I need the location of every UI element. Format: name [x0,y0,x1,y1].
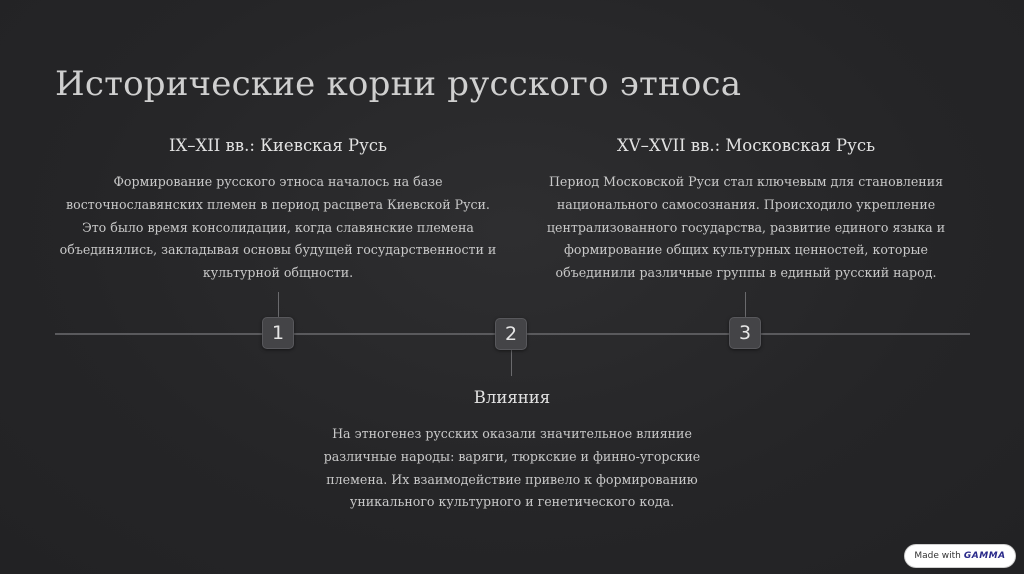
timeline-connector [511,350,512,376]
page-title: Исторические корни русского этноса [55,64,742,104]
timeline-item-heading: XV–XVII вв.: Московская Русь [616,136,876,155]
gamma-logo: GAMMA [963,551,1006,561]
timeline-item-3 [532,136,960,285]
timeline-marker-1: 1 [262,317,294,349]
badge-prefix: Made with [914,551,961,561]
timeline-item-heading: Влияния [473,388,551,407]
timeline-item-text: На этногенез русских оказали значительное влияние различные народы: варяги, тюркские и финно-угорские племена. Их взаимодействие привело к формированию уникального культурного и генетического кода. [323,426,701,510]
made-with-gamma-badge[interactable] [905,545,1015,567]
timeline-marker-3: 3 [729,317,761,349]
timeline-item-2 [300,388,724,514]
timeline-item-heading: IX–XII вв.: Киевская Русь [168,136,388,155]
timeline-item-text: Формирование русского этноса началось на базе восточнославянских племен в период расцвета Киевской Руси. Это было время консолидации, когда славянские племена объединялись, закладывая основы будущей государственности и культурной общности. [59,174,497,281]
timeline-item-1 [58,136,498,285]
timeline-connector [745,292,746,318]
timeline-connector [278,292,279,318]
timeline-marker-2: 2 [495,318,527,350]
timeline-item-text: Период Московской Руси стал ключевым для становления национального самосознания. Происходило укрепление централизованного государства, развитие единого языка и формирование общих культурных ценностей, которые объединили различные группы в единый русский народ. [546,174,946,281]
